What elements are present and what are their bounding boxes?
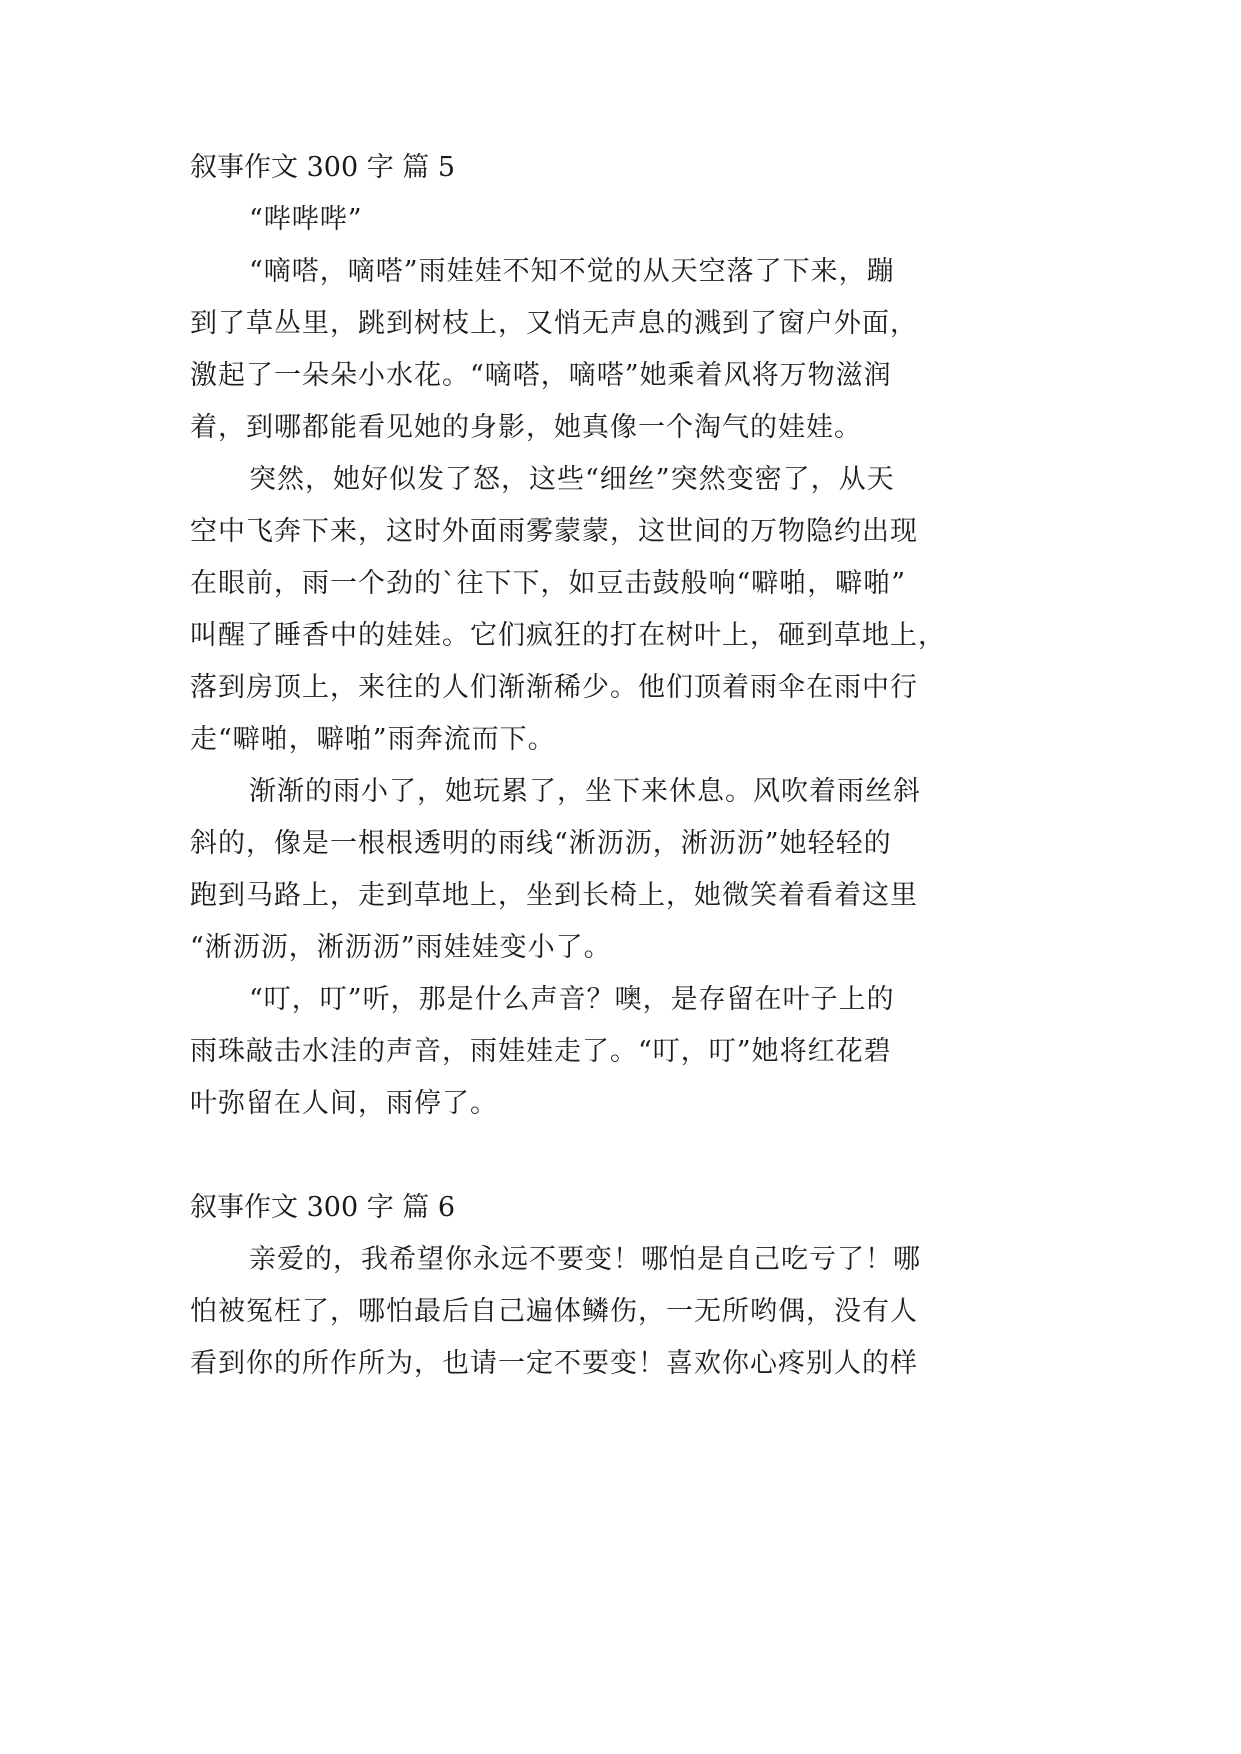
paragraph-line: 落到房顶上，来往的人们渐渐稀少。他们顶着雨伞在雨中行 [190,672,918,703]
section-heading: 叙事作文 300 字 篇 5 [190,152,456,183]
paragraph-line: “嘀嗒，嘀嗒”雨娃娃不知不觉的从天空落了下来，蹦 [249,256,895,287]
paragraph-line: 到了草丛里，跳到树枝上，又悄无声息的溅到了窗户外面， [190,308,918,339]
paragraph-line: 空中飞奔下来，这时外面雨雾蒙蒙，这世间的万物隐约出现 [190,516,918,547]
paragraph-line: 走“噼啪，噼啪”雨奔流而下。 [190,724,556,755]
paragraph-line: 叫醒了睡香中的娃娃。它们疯狂的打在树叶上，砸到草地上， [190,620,946,651]
paragraph-line: 斜的，像是一根根透明的雨线“淅沥沥，淅沥沥”她轻轻的 [190,828,892,859]
paragraph-line: 怕被冤枉了，哪怕最后自己遍体鳞伤，一无所哟偶，没有人 [190,1296,918,1327]
paragraph-line: 亲爱的，我希望你永远不要变！哪怕是自己吃亏了！哪 [249,1244,921,1275]
paragraph-line: “淅沥沥，淅沥沥”雨娃娃变小了。 [190,932,612,963]
paragraph-line: 看到你的所作所为，也请一定不要变！喜欢你心疼别人的样 [190,1348,918,1379]
paragraph-line: “哔哔哔” [249,204,363,235]
section-heading: 叙事作文 300 字 篇 6 [190,1192,456,1223]
paragraph-line: 着，到哪都能看见她的身影，她真像一个淘气的娃娃。 [190,412,862,443]
paragraph-line: “叮，叮”听，那是什么声音？噢，是存留在叶子上的 [249,984,895,1015]
paragraph-line: 激起了一朵朵小水花。“嘀嗒，嘀嗒”她乘着风将万物滋润 [190,360,892,391]
paragraph-line: 跑到马路上，走到草地上，坐到长椅上，她微笑着看着这里 [190,880,918,911]
paragraph-line: 渐渐的雨小了，她玩累了，坐下来休息。风吹着雨丝斜 [249,776,921,807]
paragraph-line: 在眼前，雨一个劲的`往下下，如豆击鼓般响“噼啪，噼啪” [190,568,907,599]
paragraph-line: 突然，她好似发了怒，这些“细丝”突然变密了，从天 [249,464,895,495]
paragraph-line: 雨珠敲击水洼的声音，雨娃娃走了。“叮，叮”她将红花碧 [190,1036,892,1067]
paragraph-line: 叶弥留在人间，雨停了。 [190,1088,498,1119]
